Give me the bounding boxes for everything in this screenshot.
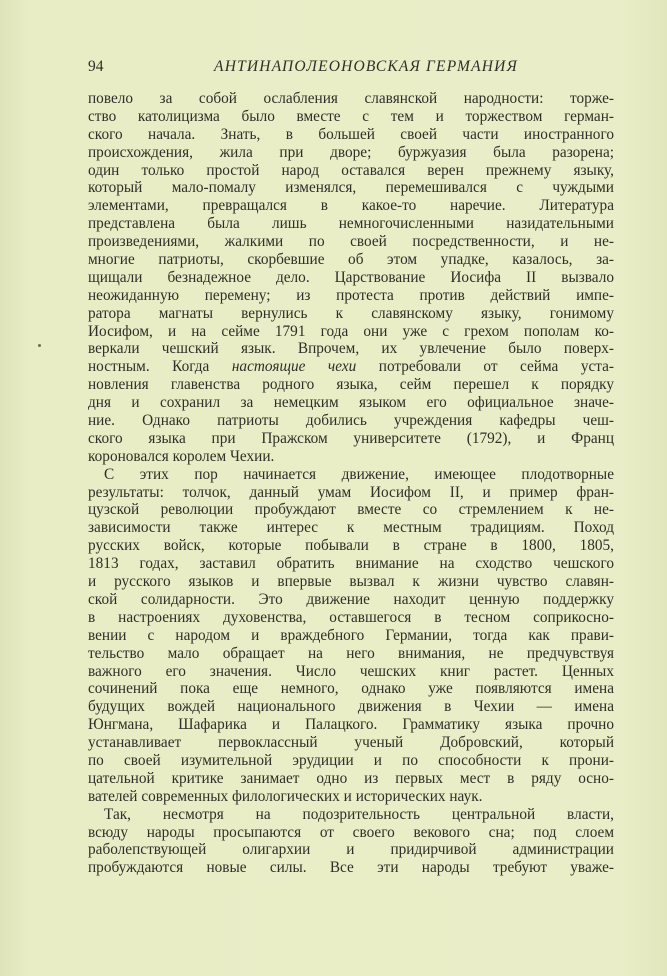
text-line: по своей изумительной эрудиции и по способности к прони-	[88, 751, 614, 769]
text-line: неожиданную перемену; из протеста против действий импе-	[88, 286, 614, 304]
text-line: Иосифом, и на сейме 1791 года они уже с грехом пополам ко-	[88, 322, 614, 340]
text-line: в настроениях духовенства, оставшегося в тесном соприкосно-	[88, 608, 614, 626]
text-line: С этих пор начинается движение, имеющее плодотворные	[104, 465, 614, 483]
text-line: дня и сохранил за немецким языком его официальное значе-	[88, 394, 614, 412]
text-segment: ностным. Когда	[88, 358, 232, 376]
text-line: русских войск, которые побывали в стране в 1800, 1805,	[88, 537, 614, 555]
text-line: устанавливает первоклассный ученый Добровский, который	[88, 734, 614, 752]
page-header	[88, 58, 614, 78]
text-line: ского языка при Пражском университете (1792), и Франц	[88, 429, 614, 447]
text-line: который мало-помалу изменялся, перемешивался с чуждыми	[88, 179, 614, 197]
page-number: 94	[88, 58, 104, 75]
body-text	[88, 90, 614, 877]
text-line: один только простой народ оставался верен прежнему языку,	[88, 161, 614, 179]
text-line: будущих вождей национального движения в Чехии — имена	[88, 698, 614, 716]
text-line: цузской революции пробуждают вместе со стремлением к не-	[88, 501, 614, 519]
text-line: пробуждаются новые силы. Все эти народы требуют уваже-	[88, 859, 614, 877]
text-line: ратора магнаты вернулись к славянскому языку, гонимому	[88, 304, 614, 322]
text-line: элементами, превращался в какое-то наречие. Литература	[88, 197, 614, 215]
text-line	[88, 358, 614, 376]
text-line: происхождения, жила при дворе; буржуазия была разорена;	[88, 143, 614, 161]
text-line: 1813 годах, заставил обратить внимание на сходство чешского	[88, 555, 614, 573]
text-line: и русского языков и впервые вызвал к жизни чувство славян-	[88, 573, 614, 591]
text-line: представлена была лишь немногочисленными назидательными	[88, 215, 614, 233]
text-line: повело за собой ослабления славянской народности: торже-	[88, 90, 614, 107]
text-line: щищали безнадежное дело. Царствование Иосифа II вызвало	[88, 268, 614, 286]
text-line: ние. Однако патриоты добились учреждения кафедры чеш-	[88, 412, 614, 430]
running-title: АНТИНАПОЛЕОНОВСКАЯ ГЕРМАНИЯ	[214, 58, 518, 75]
text-line: веркали чешский язык. Впрочем, их увлечение было поверх-	[88, 340, 614, 358]
text-line: результаты: толчок, данный умам Иосифом II, и пример фран-	[88, 483, 614, 501]
text-line: цательной критике занимает одно из первых мест в ряду осно-	[88, 769, 614, 787]
text-line: Так, несмотря на подозрительность центральной власти,	[104, 805, 614, 823]
text-line: сочинений пока еще немного, однако уже появляются имена	[88, 680, 614, 698]
text-line: вении с народом и враждебного Германии, тогда как прави-	[88, 626, 614, 644]
text-line: многие патриоты, скорбевшие об этом упадке, казалось, за-	[88, 251, 614, 269]
text-line: тельство мало обращает на него внимания, не предчувствуя	[88, 644, 614, 662]
text-line: важного его значения. Число чешских книг растет. Ценных	[88, 662, 614, 680]
text-segment: потребовали от сейма уста-	[356, 358, 615, 376]
scan-speck	[38, 344, 41, 347]
text-line: произведениями, жалкими по своей посредственности, и не-	[88, 233, 614, 251]
text-line: ского начала. Знать, в большей своей части иностранного	[88, 125, 614, 143]
text-line: зависимости также интерес к местным традициям. Поход	[88, 519, 614, 537]
text-line: короновался королем Чехии.	[88, 447, 275, 465]
emphasized-text: настоящие чехи	[231, 358, 357, 376]
text-line: всюду народы просыпаются от своего векового сна; под слоем	[88, 823, 614, 841]
text-line: новления главенства родного языка, сейм перешел к порядку	[88, 376, 614, 394]
text-line: ской солидарности. Это движение находит ценную поддержку	[88, 590, 614, 608]
text-line: ство католицизма было вместе с тем и торжеством герман-	[88, 107, 614, 125]
text-line: Юнгмана, Шафарика и Палацкого. Грамматику языка прочно	[88, 716, 614, 734]
text-line: вателей современных филологических и исторических наук.	[88, 787, 483, 805]
text-line: раболепствующей олигархии и придирчивой администрации	[88, 841, 614, 859]
